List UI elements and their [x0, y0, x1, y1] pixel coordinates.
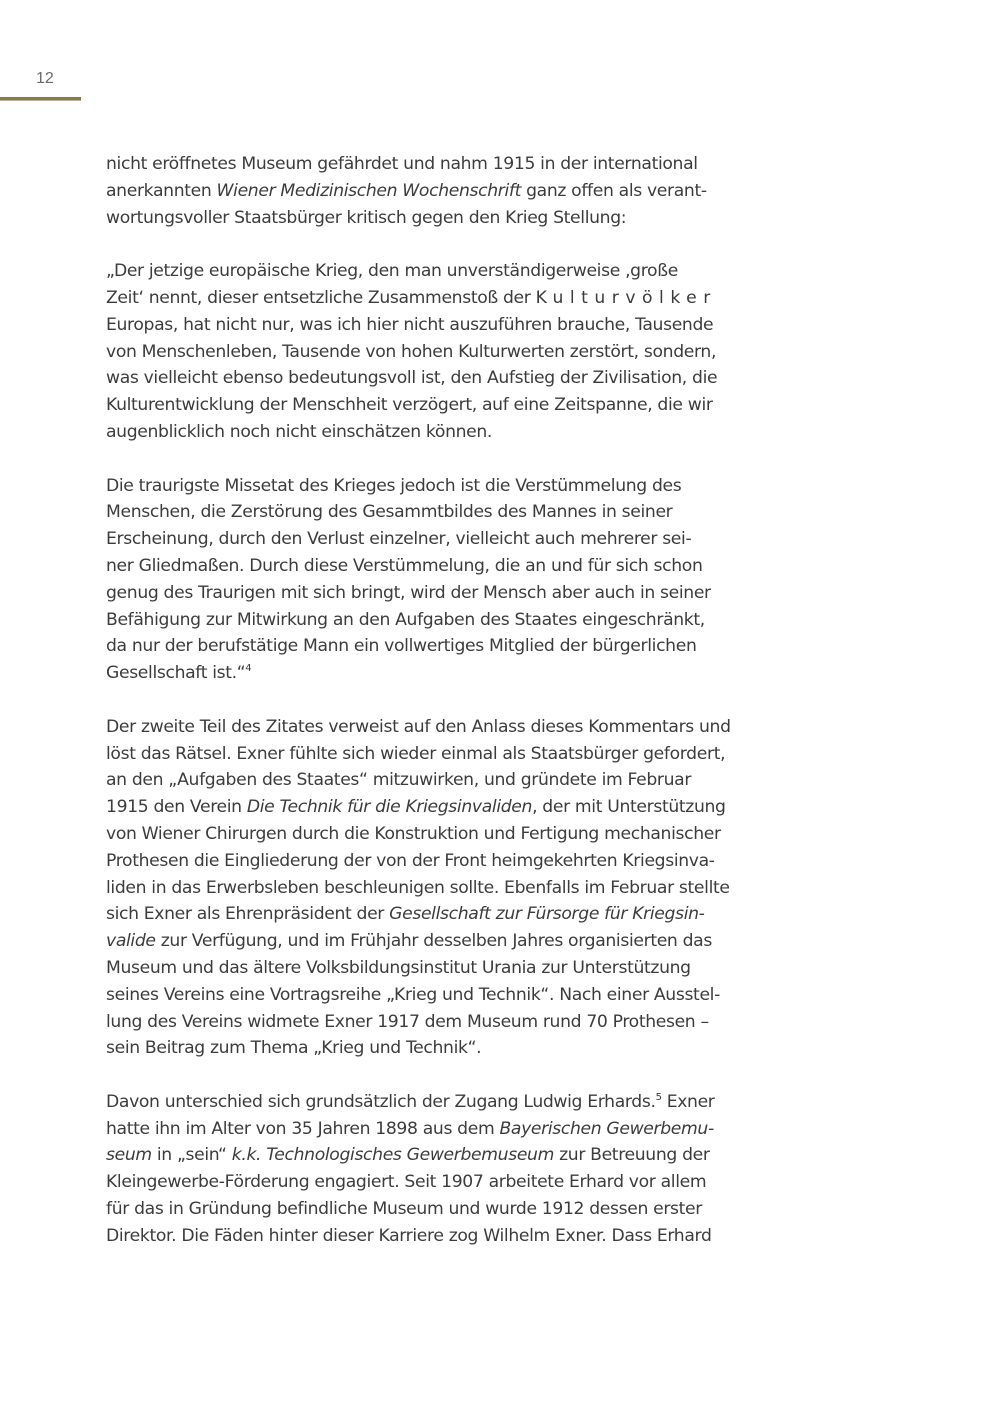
italic-title: seum	[106, 1145, 152, 1166]
text-run: von Wiener Chirurgen durch die Konstruktion und Fertigung mechanischer	[106, 823, 721, 844]
text-run: zur Betreuung der	[553, 1145, 710, 1166]
text-run: nicht eröffnetes Museum gefährdet und nahm 1915 in der international	[106, 154, 698, 174]
text-line	[106, 580, 771, 607]
paragraph	[106, 151, 771, 231]
text-run: 1915 den Verein	[106, 797, 247, 818]
text-line	[106, 553, 771, 580]
footnote-marker: 5	[655, 1091, 662, 1103]
italic-title: k.k. Technologisches Gewerbemuseum	[231, 1145, 554, 1166]
text-run: sein Beitrag zum Thema „Krieg und Technik“.	[106, 1038, 482, 1059]
paragraph-gap	[106, 446, 771, 473]
text-run: Prothesen die Eingliederung der von der Front heimgekehrten Kriegsinva-	[106, 850, 715, 871]
paragraph-gap	[106, 231, 771, 258]
text-line	[106, 1035, 771, 1062]
text-run: da nur der berufstätige Mann ein vollwertiges Mitglied der bürgerlichen	[106, 636, 697, 657]
text-run: sich Exner als Ehrenpräsident der	[106, 904, 390, 925]
footnote-marker: 4	[245, 663, 252, 675]
header-rule	[0, 97, 81, 101]
text-run: genug des Traurigen mit sich bringt, wird der Mensch aber auch in seiner	[106, 582, 711, 603]
text-line	[106, 365, 771, 392]
text-run: für das in Gründung befindliche Museum und wurde 1912 dessen erster	[106, 1199, 702, 1220]
italic-title: Gesellschaft zur Fürsorge für Kriegsin-	[389, 904, 705, 925]
text-line	[106, 1196, 771, 1223]
text-line	[106, 285, 771, 312]
text-run: Davon unterschied sich grundsätzlich der Zugang Ludwig Erhards.	[106, 1091, 656, 1112]
paragraph	[106, 1089, 771, 1250]
text-run: Kulturentwicklung der Menschheit verzögert, auf eine Zeitspanne, die wir	[106, 395, 713, 416]
text-run: Befähigung zur Mitwirkung an den Aufgaben des Staates eingeschränkt,	[106, 609, 705, 630]
text-line	[106, 1009, 771, 1036]
text-run: hatte ihn im Alter von 35 Jahren 1898 aus dem	[106, 1118, 500, 1139]
text-run: Direktor. Die Fäden hinter dieser Karriere zog Wilhelm Exner. Dass Erhard	[106, 1225, 712, 1246]
italic-title: Bayerischen Gewerbemu-	[499, 1118, 714, 1139]
paragraph	[106, 714, 771, 1062]
text-line	[106, 473, 771, 500]
text-run: Der zweite Teil des Zitates verweist auf den Anlass dieses Kommentars und	[106, 716, 731, 737]
text-line	[106, 526, 771, 553]
quote-paragraph	[106, 258, 771, 446]
text-run: ner Gliedmaßen. Durch diese Verstümmelung, die an und für sich schon	[106, 555, 703, 576]
text-run: Menschen, die Zerstörung des Gesammtbildes des Mannes in seiner	[106, 502, 673, 523]
text-line	[106, 1089, 771, 1116]
text-run: löst das Rätsel. Exner fühlte sich wieder einmal als Staatsbürger gefordert,	[106, 743, 726, 764]
paragraph-gap	[106, 1062, 771, 1089]
text-line	[106, 339, 771, 366]
italic-title: valide	[106, 931, 156, 952]
text-run: Erscheinung, durch den Verlust einzelner, vielleicht auch mehrerer sei-	[106, 529, 692, 550]
letterspaced-word: Kulturvölker	[535, 287, 717, 308]
text-run: Zeit‘ nennt, dieser entsetzliche Zusammenstoß der	[106, 287, 536, 308]
text-run: anerkannten	[106, 180, 217, 201]
text-line	[106, 741, 771, 768]
text-run: seines Vereins eine Vortragsreihe „Krieg und Technik“. Nach einer Ausstel-	[106, 984, 720, 1005]
text-line	[106, 1116, 771, 1143]
text-line	[106, 258, 771, 285]
text-line	[106, 928, 771, 955]
text-line	[106, 607, 771, 634]
body-text	[106, 151, 771, 1250]
text-run: Museum und das ältere Volksbildungsinstitut Urania zur Unterstützung	[106, 957, 691, 978]
page-number: 12	[36, 70, 54, 87]
text-run: Kleingewerbe-Förderung engagiert. Seit 1907 arbeitete Erhard vor allem	[106, 1172, 707, 1193]
text-line	[106, 955, 771, 982]
text-line	[106, 848, 771, 875]
text-line	[106, 714, 771, 741]
text-run: lung des Vereins widmete Exner 1917 dem Museum rund 70 Prothesen –	[106, 1011, 709, 1032]
text-run: ganz offen als verant-	[521, 180, 707, 201]
paragraph-gap	[106, 687, 771, 714]
text-run: „Der jetzige europäische Krieg, den man unverständigerweise ‚große	[106, 261, 678, 282]
text-run: wortungsvoller Staatsbürger kritisch gegen den Krieg Stellung:	[106, 207, 627, 228]
text-run: Die traurigste Missetat des Krieges jedoch ist die Verstümmelung des	[106, 475, 682, 496]
text-line	[106, 1223, 771, 1250]
quote-paragraph	[106, 473, 771, 687]
text-line	[106, 982, 771, 1009]
text-run: an den „Aufgaben des Staates“ mitzuwirken, und gründete im Februar	[106, 770, 692, 791]
text-line	[106, 633, 771, 660]
text-line	[106, 794, 771, 821]
text-line	[106, 312, 771, 339]
text-line	[106, 205, 771, 232]
text-run: augenblicklich noch nicht einschätzen können.	[106, 421, 493, 442]
text-run: was vielleicht ebenso bedeutungsvoll ist, den Aufstieg der Zivilisation, die	[106, 368, 718, 389]
text-line	[106, 419, 771, 446]
text-line	[106, 1142, 771, 1169]
text-line	[106, 392, 771, 419]
italic-title: Wiener Medizinischen Wochenschrift	[216, 180, 521, 201]
text-run: in „sein“	[151, 1145, 232, 1166]
text-line	[106, 499, 771, 526]
text-run: Exner	[661, 1091, 715, 1112]
text-run: , der mit Unterstützung	[532, 797, 726, 818]
text-line	[106, 875, 771, 902]
text-line	[106, 767, 771, 794]
text-line	[106, 151, 771, 178]
text-line	[106, 901, 771, 928]
text-line	[106, 821, 771, 848]
text-run: liden in das Erwerbsleben beschleunigen sollte. Ebenfalls im Februar stellte	[106, 877, 730, 898]
text-run: von Menschenleben, Tausende von hohen Kulturwerten zerstört, sondern,	[106, 341, 717, 362]
text-run: zur Verfügung, und im Frühjahr desselben Jahres organisierten das	[155, 931, 712, 952]
text-run: Europas, hat nicht nur, was ich hier nicht auszuführen brauche, Tausende	[106, 314, 714, 335]
text-line	[106, 178, 771, 205]
text-line	[106, 660, 771, 687]
italic-title: Die Technik für die Kriegsinvaliden	[246, 797, 533, 818]
text-run: Gesellschaft ist.“	[106, 663, 246, 684]
text-line	[106, 1169, 771, 1196]
